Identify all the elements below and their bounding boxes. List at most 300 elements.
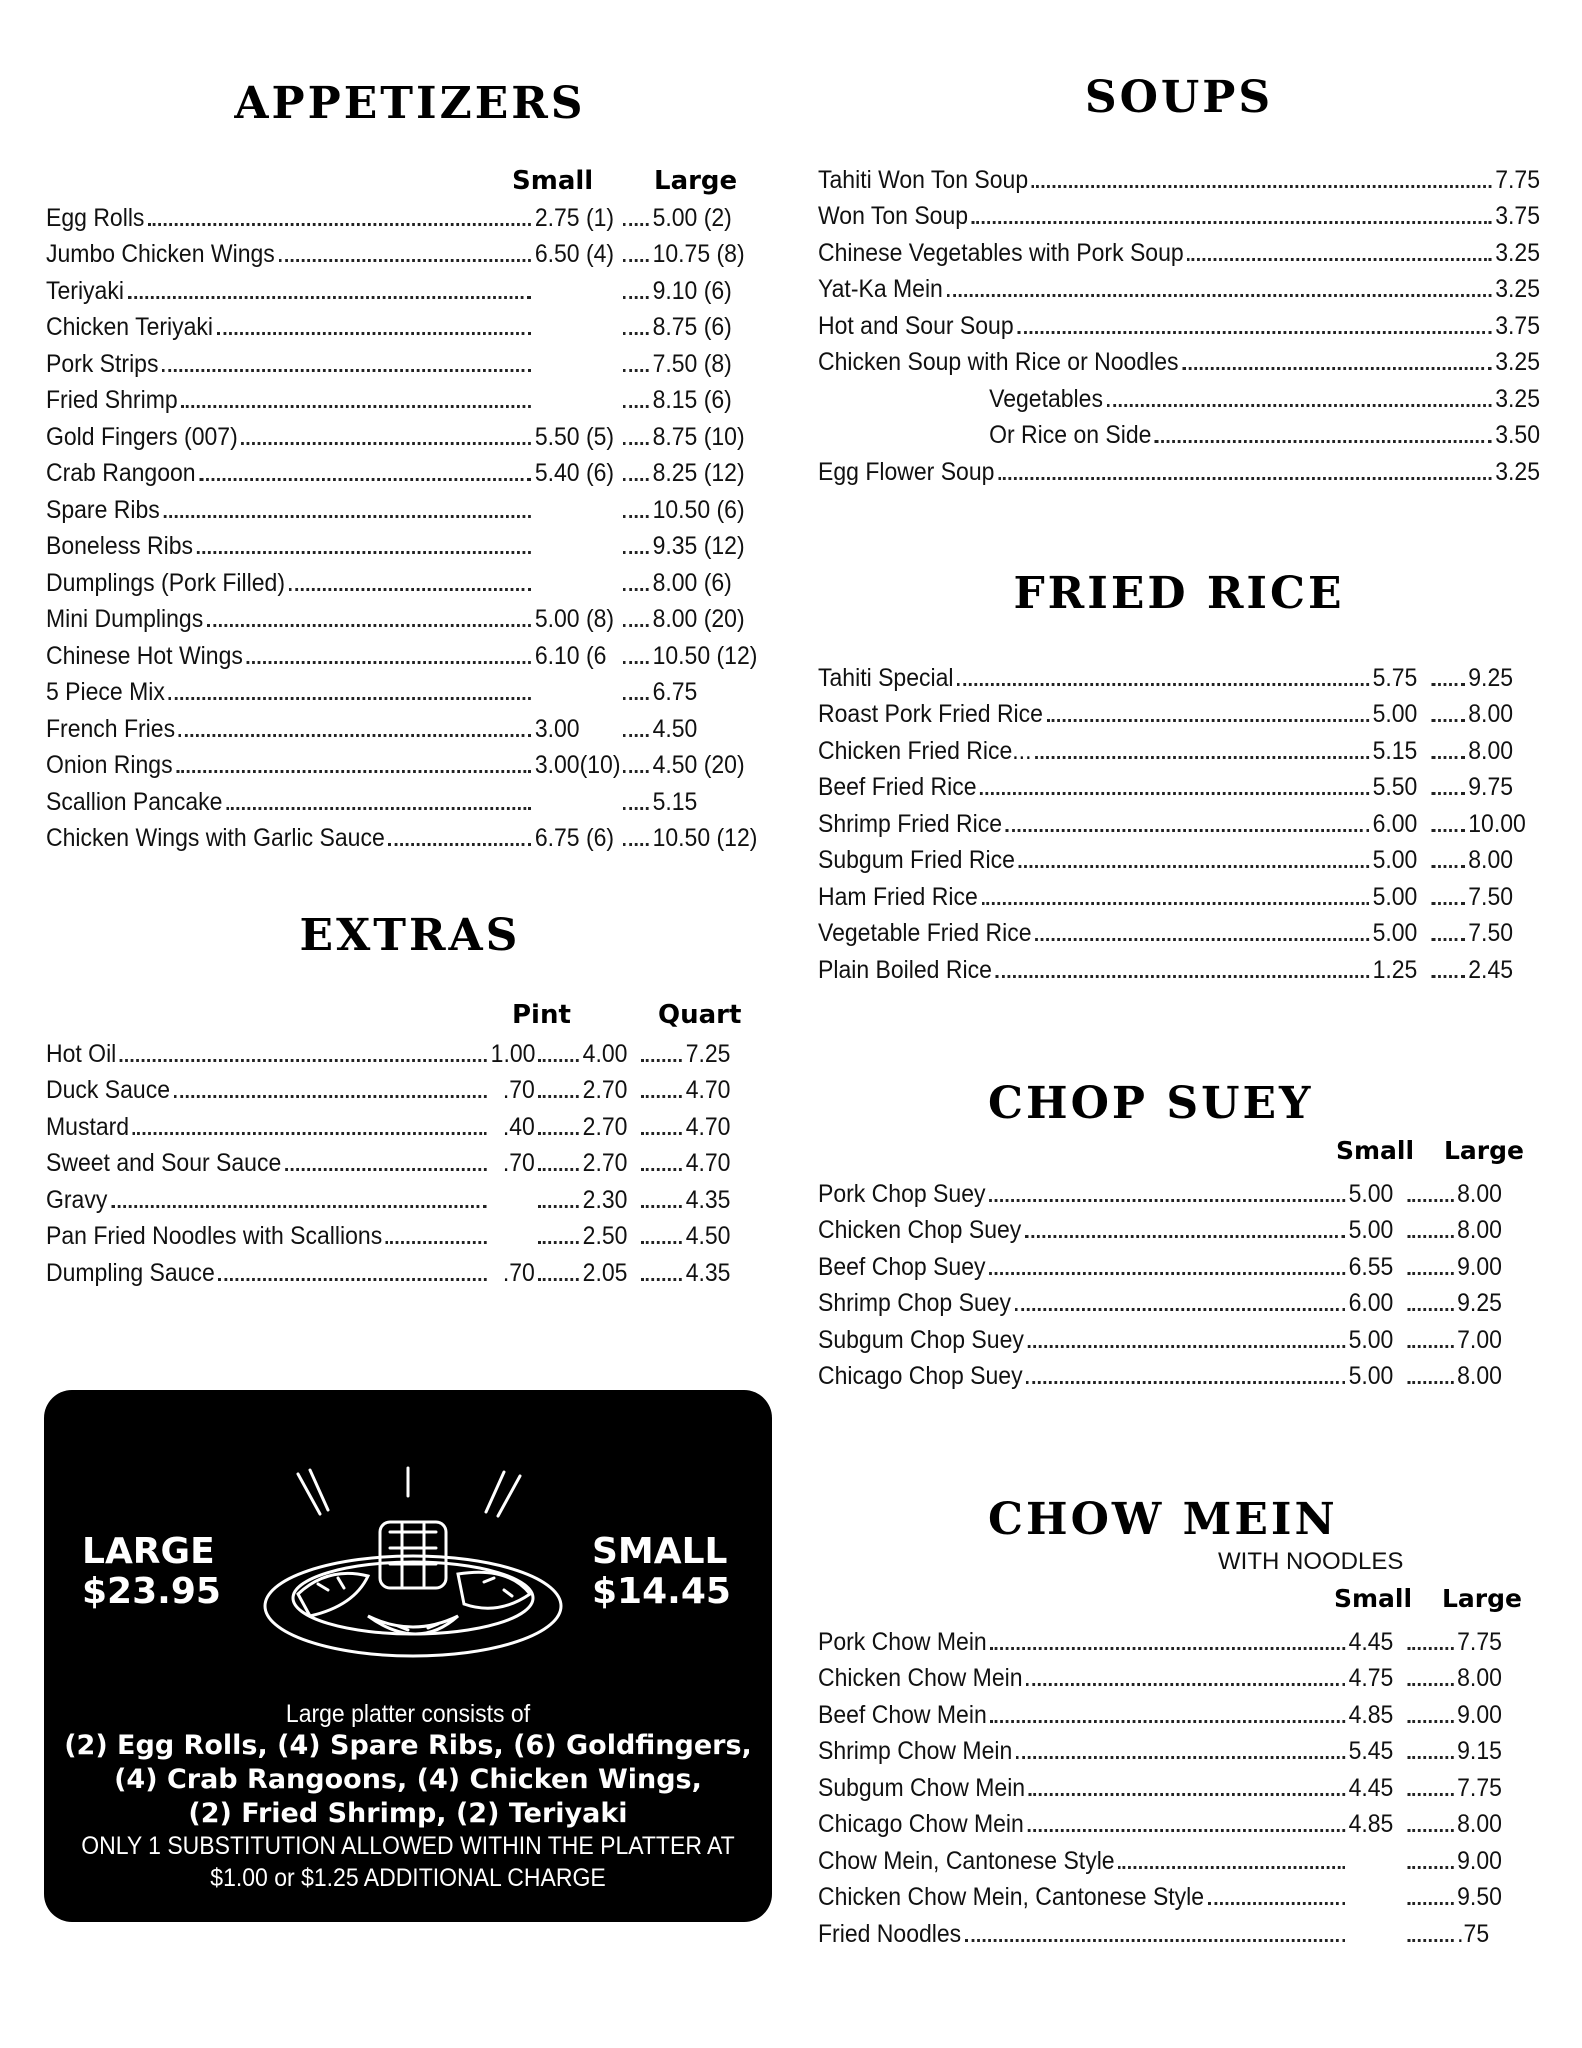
dot-leader — [539, 1132, 579, 1135]
dot-leader — [1431, 683, 1464, 686]
platter-line-2: (4) Crab Rangoons, (4) Chicken Wings, — [114, 1764, 702, 1795]
item-price-large: 10.50 (12) — [652, 641, 758, 670]
item-price: 3.50 — [1495, 421, 1541, 449]
item-name: Scallion Pancake — [46, 787, 223, 816]
item-price-large: 8.00 (20) — [652, 605, 745, 633]
item-name: Vegetables — [989, 384, 1103, 413]
menu-row — [818, 1876, 1516, 1913]
item-price-small: 5.00 — [1348, 1325, 1394, 1354]
dot-leader — [1431, 902, 1464, 905]
dot-leader — [1118, 1866, 1345, 1869]
dot-leader — [623, 369, 649, 372]
item-price-each: .70 — [502, 1258, 535, 1287]
menu-row — [818, 377, 1540, 414]
dot-leader — [1029, 1793, 1345, 1796]
item-price-large: 9.25 — [1468, 663, 1514, 692]
dot-leader — [539, 1278, 579, 1281]
menu-row — [818, 268, 1540, 305]
extras-col-quart: Quart — [658, 1000, 742, 1030]
item-price-small: 5.50 (5) — [534, 422, 615, 451]
item-price-pint: 2.50 — [582, 1222, 628, 1250]
dot-leader — [1407, 1829, 1453, 1832]
item-name: Chicken Chow Mein, Cantonese Style — [818, 1883, 1205, 1911]
dot-leader — [1015, 1308, 1345, 1311]
item-price: 3.25 — [1495, 457, 1541, 486]
item-price-quart: 4.70 — [685, 1112, 731, 1141]
dot-leader — [163, 515, 531, 518]
menu-row — [818, 766, 1540, 803]
platter-small-label: SMALL — [592, 1531, 728, 1572]
item-name: Sweet and Sour Sauce — [46, 1149, 282, 1177]
item-price-each: .40 — [502, 1112, 535, 1141]
item-price-small: 5.50 — [1372, 773, 1418, 801]
menu-row — [46, 1032, 774, 1069]
dot-leader — [989, 1272, 1345, 1275]
dot-leader — [1407, 1647, 1453, 1650]
item-price-small: 4.75 — [1348, 1664, 1394, 1692]
dot-leader — [1035, 756, 1369, 759]
item-name: Tahiti Won Ton Soup — [818, 165, 1029, 194]
dot-leader — [179, 734, 531, 737]
platter-small-block — [592, 1532, 731, 1612]
item-price-large: 7.50 (8) — [652, 349, 732, 378]
item-price-small: 6.75 (6) — [534, 824, 615, 852]
dot-leader — [1032, 185, 1492, 188]
item-name: Chicken Fried Rice... — [818, 736, 1032, 765]
item-price-large: 8.00 — [1468, 846, 1514, 874]
menu-row — [818, 839, 1540, 876]
dot-leader — [1407, 1939, 1453, 1942]
dot-leader — [1407, 1902, 1453, 1905]
item-price-small: 5.00 — [1372, 882, 1418, 911]
item-name: Gravy — [46, 1185, 108, 1214]
dot-leader — [111, 1205, 487, 1208]
dot-leader — [1431, 975, 1464, 978]
platter-small-price: $14.45 — [592, 1571, 731, 1612]
item-price-large: 2.45 — [1468, 955, 1514, 984]
item-price-quart: 7.25 — [685, 1039, 731, 1068]
item-name: Subgum Chow Mein — [818, 1773, 1026, 1802]
item-price-pint: 2.70 — [582, 1076, 628, 1104]
menu-row — [818, 450, 1540, 487]
menu-row — [46, 817, 774, 854]
menu-row — [818, 1318, 1516, 1355]
dot-leader — [174, 1095, 487, 1098]
menu-row — [46, 1142, 774, 1179]
item-price-large: 7.00 — [1457, 1325, 1502, 1354]
menu-row — [818, 1209, 1516, 1246]
item-price-small: 5.00 — [1348, 1216, 1394, 1244]
item-price-small: 5.00 — [1372, 919, 1418, 947]
menu-row — [46, 306, 774, 343]
dot-leader — [539, 1059, 579, 1062]
item-price-large: 8.00 — [1457, 1664, 1502, 1692]
menu-row — [818, 948, 1540, 985]
item-price-small: 4.85 — [1348, 1810, 1394, 1838]
dot-leader — [623, 551, 649, 554]
dot-leader — [623, 588, 649, 591]
item-price-small: 4.45 — [1348, 1773, 1394, 1802]
item-name: Dumpling Sauce — [46, 1258, 215, 1287]
dot-leader — [1431, 719, 1464, 722]
menu-row — [818, 1693, 1516, 1730]
dot-leader — [623, 624, 649, 627]
item-price-each: .70 — [502, 1076, 535, 1104]
dot-leader — [1431, 865, 1464, 868]
menu-row — [818, 802, 1540, 839]
item-price-pint: 2.30 — [582, 1185, 628, 1214]
item-price-large: 9.00 — [1457, 1252, 1502, 1281]
item-price-large: 8.00 — [1457, 1179, 1502, 1208]
dot-leader — [623, 843, 649, 846]
dot-leader — [199, 478, 531, 481]
item-name: Pan Fried Noodles with Scallions — [46, 1222, 383, 1250]
menu-row — [818, 414, 1540, 451]
dot-leader — [1187, 258, 1491, 261]
dot-leader — [623, 515, 649, 518]
item-price-small: 5.00 — [1372, 846, 1418, 874]
item-price-small: 5.40 (6) — [534, 459, 615, 487]
dot-leader — [169, 697, 532, 700]
appetizers-title: APPETIZERS — [234, 78, 586, 129]
item-name: Plain Boiled Rice — [818, 955, 992, 984]
dot-leader — [1028, 1345, 1345, 1348]
dot-leader — [996, 975, 1369, 978]
item-price-large: 10.75 (8) — [652, 240, 745, 268]
dot-leader — [539, 1095, 579, 1098]
item-price-large: 8.00 — [1468, 700, 1514, 728]
item-name: Chicago Chop Suey — [818, 1362, 1023, 1390]
item-name: Beef Chop Suey — [818, 1252, 986, 1281]
dot-leader — [1182, 367, 1491, 370]
item-name: Ham Fried Rice — [818, 882, 978, 911]
dot-leader — [1431, 938, 1464, 941]
item-price-large: 8.75 (6) — [652, 313, 732, 341]
item-name: Hot and Sour Soup — [818, 311, 1014, 340]
item-price-large: 10.00 — [1468, 809, 1526, 838]
dot-leader — [133, 1132, 487, 1135]
dot-leader — [623, 405, 649, 408]
item-name: Onion Rings — [46, 751, 173, 779]
dot-leader — [1026, 1683, 1345, 1686]
menu-row — [46, 671, 774, 708]
dot-leader — [539, 1168, 579, 1171]
dot-leader — [1431, 829, 1464, 832]
dot-leader — [1407, 1866, 1453, 1869]
item-price-small: 4.45 — [1348, 1627, 1394, 1656]
menu-row — [46, 1178, 774, 1215]
item-name: Chinese Vegetables with Pork Soup — [818, 238, 1184, 267]
chow-mein-col-large: Large — [1442, 1584, 1522, 1613]
item-name: Or Rice on Side — [989, 421, 1152, 449]
dot-leader — [1431, 792, 1464, 795]
dot-leader — [162, 369, 531, 372]
dot-leader — [217, 332, 531, 335]
menu-row — [46, 598, 774, 635]
item-name: Beef Chow Mein — [818, 1700, 987, 1729]
item-price-each: .70 — [502, 1149, 535, 1177]
dot-leader — [1407, 1381, 1453, 1384]
dot-leader — [989, 1199, 1345, 1202]
menu-row — [46, 1215, 774, 1252]
item-price: 3.75 — [1495, 311, 1541, 340]
dot-leader — [1407, 1345, 1453, 1348]
item-name: Roast Pork Fried Rice — [818, 700, 1043, 728]
menu-row — [818, 1803, 1516, 1840]
dot-leader — [247, 661, 532, 664]
item-price-large: 9.15 — [1457, 1737, 1502, 1765]
platter-note-2: $1.00 or $1.25 ADDITIONAL CHARGE — [210, 1864, 606, 1892]
item-price-large: 10.50 (12) — [652, 824, 758, 852]
menu-row — [46, 342, 774, 379]
item-name: Pork Chow Mein — [818, 1627, 987, 1656]
chop-suey-title: CHOP SUEY — [988, 1078, 1314, 1129]
item-price-large: 9.10 (6) — [652, 276, 732, 305]
item-name: Yat-Ka Mein — [818, 275, 943, 303]
dot-leader — [965, 1939, 1345, 1942]
item-name: Crab Rangoon — [46, 459, 196, 487]
dot-leader — [642, 1059, 682, 1062]
item-name: Gold Fingers (007) — [46, 422, 238, 451]
dot-leader — [642, 1132, 682, 1135]
item-price-large: 8.00 — [1457, 1362, 1502, 1390]
item-price-small: 1.25 — [1372, 955, 1418, 984]
menu-row — [818, 341, 1540, 378]
dot-leader — [1407, 1272, 1453, 1275]
dot-leader — [990, 1647, 1344, 1650]
dot-leader — [289, 588, 531, 591]
item-price: 3.25 — [1495, 348, 1541, 376]
dot-leader — [176, 770, 531, 773]
dot-leader — [947, 294, 1492, 297]
item-price-large: 4.50 (20) — [652, 751, 745, 779]
dot-leader — [998, 477, 1491, 480]
item-price-large: .75 — [1457, 1919, 1490, 1948]
chow-mein-list — [818, 1620, 1516, 1949]
dot-leader — [197, 551, 531, 554]
dot-leader — [279, 259, 532, 262]
menu-row — [818, 1912, 1516, 1949]
dot-leader — [1028, 1829, 1345, 1832]
menu-row — [818, 1282, 1516, 1319]
item-name: Chicken Teriyaki — [46, 313, 214, 341]
appetizers-col-small: Small — [512, 166, 594, 196]
item-price-large: 8.25 (12) — [652, 459, 745, 487]
item-name: Shrimp Chow Mein — [818, 1737, 1013, 1765]
platter-large-block — [82, 1532, 221, 1612]
item-price-small: 5.00 — [1372, 700, 1418, 728]
item-name: Beef Fried Rice — [818, 773, 977, 801]
item-name: Chow Mein, Cantonese Style — [818, 1846, 1115, 1875]
dot-leader — [1431, 756, 1464, 759]
appetizers-list — [46, 196, 774, 853]
item-price-large: 8.75 (10) — [652, 422, 745, 451]
dot-leader — [623, 332, 649, 335]
soups-title: SOUPS — [1084, 72, 1274, 123]
item-name: French Fries — [46, 714, 176, 743]
dot-leader — [1035, 938, 1369, 941]
dot-leader — [1017, 331, 1491, 334]
dot-leader — [642, 1278, 682, 1281]
item-price-large: 6.75 — [652, 678, 698, 706]
menu-row — [818, 1766, 1516, 1803]
item-name: Jumbo Chicken Wings — [46, 240, 275, 268]
menu-row — [818, 304, 1540, 341]
dot-leader — [207, 624, 531, 627]
item-price-large: 8.00 — [1457, 1810, 1502, 1838]
dot-leader — [226, 807, 531, 810]
item-name: Subgum Fried Rice — [818, 846, 1015, 874]
dot-leader — [1047, 719, 1369, 722]
item-price-pint: 2.70 — [582, 1112, 628, 1141]
platter-intro: Large platter consists of — [285, 1700, 531, 1728]
item-name: Chicken Wings with Garlic Sauce — [46, 824, 385, 852]
platter-line-3: (2) Fried Shrimp, (2) Teriyaki — [188, 1798, 628, 1829]
dot-leader — [642, 1095, 682, 1098]
menu-row — [46, 634, 774, 671]
dot-leader — [128, 296, 531, 299]
fried-rice-list — [818, 656, 1540, 985]
dot-leader — [642, 1205, 682, 1208]
dot-leader — [285, 1168, 487, 1171]
item-name: Chicken Chop Suey — [818, 1216, 1022, 1244]
item-name: Vegetable Fried Rice — [818, 919, 1032, 947]
item-name: Chinese Hot Wings — [46, 641, 243, 670]
item-price-small: 4.85 — [1348, 1700, 1394, 1729]
dot-leader — [642, 1168, 682, 1171]
item-name: Mustard — [46, 1112, 130, 1141]
item-price-large: 9.75 — [1468, 773, 1514, 801]
dot-leader — [1107, 404, 1492, 407]
menu-row — [818, 1245, 1516, 1282]
dot-leader — [623, 734, 649, 737]
dot-leader — [539, 1205, 579, 1208]
item-price-small: 3.00(10) — [534, 751, 621, 779]
item-price-small: 6.10 (6 — [534, 641, 607, 670]
item-name: Mini Dumplings — [46, 605, 204, 633]
item-price-large: 8.00 — [1457, 1216, 1502, 1244]
menu-row — [46, 379, 774, 416]
item-price-large: 7.75 — [1457, 1627, 1502, 1656]
menu-row — [818, 912, 1540, 949]
item-price-quart: 4.70 — [685, 1149, 731, 1177]
menu-row — [46, 196, 774, 233]
item-price-small: 6.00 — [1372, 809, 1418, 838]
menu-row — [818, 1657, 1516, 1694]
dot-leader — [1026, 1381, 1345, 1384]
dot-leader — [623, 259, 649, 262]
menu-row — [818, 195, 1540, 232]
menu-row — [46, 452, 774, 489]
item-price-large: 5.00 (2) — [652, 203, 732, 232]
menu-row — [46, 561, 774, 598]
item-name: Won Ton Soup — [818, 202, 969, 230]
dot-leader — [1407, 1756, 1453, 1759]
item-price: 3.25 — [1495, 238, 1541, 267]
dot-leader — [539, 1241, 579, 1244]
item-price-large: 5.15 — [652, 787, 698, 816]
item-price-large: 9.00 — [1457, 1846, 1502, 1875]
menu-row — [818, 1620, 1516, 1657]
item-name: Pork Chop Suey — [818, 1179, 986, 1208]
item-price-large: 9.35 (12) — [652, 532, 745, 560]
dot-leader — [623, 478, 649, 481]
dot-leader — [1407, 1793, 1453, 1796]
dot-leader — [386, 1241, 487, 1244]
item-name: Duck Sauce — [46, 1076, 171, 1104]
dot-leader — [1155, 440, 1491, 443]
menu-row — [818, 875, 1540, 912]
dot-leader — [120, 1059, 487, 1062]
dot-leader — [1407, 1683, 1453, 1686]
menu-row — [46, 1069, 774, 1106]
item-price-small: 5.15 — [1372, 736, 1418, 765]
dot-leader — [1407, 1235, 1453, 1238]
item-price-quart: 4.35 — [685, 1258, 731, 1287]
chop-suey-col-large: Large — [1444, 1136, 1524, 1165]
extras-list — [46, 1032, 774, 1288]
pu-pu-platter-illustration — [258, 1466, 568, 1666]
chow-mein-subtitle: WITH NOODLES — [1218, 1548, 1404, 1575]
item-name: Hot Oil — [46, 1039, 117, 1068]
dot-leader — [1019, 865, 1369, 868]
item-name: Egg Flower Soup — [818, 457, 995, 486]
item-name: Shrimp Fried Rice — [818, 809, 1003, 838]
soups-list — [818, 158, 1540, 487]
item-name: Boneless Ribs — [46, 532, 194, 560]
menu-row — [46, 1251, 774, 1288]
chow-mein-title: CHOW MEIN — [988, 1494, 1338, 1545]
extras-title: EXTRAS — [299, 910, 521, 961]
menu-row — [818, 729, 1540, 766]
dot-leader — [241, 442, 531, 445]
platter-line-1: (2) Egg Rolls, (4) Spare Ribs, (6) Goldfingers, — [64, 1730, 752, 1761]
item-price: 3.25 — [1495, 384, 1541, 413]
item-price-pint: 2.05 — [582, 1258, 628, 1287]
item-price-large: 8.15 (6) — [652, 386, 732, 414]
item-price-large: 8.00 — [1468, 736, 1514, 765]
menu-row — [818, 693, 1540, 730]
item-price-small: 6.00 — [1348, 1289, 1394, 1317]
menu-row — [818, 1355, 1516, 1392]
dot-leader — [972, 221, 1492, 224]
item-name: Tahiti Special — [818, 663, 954, 692]
dot-leader — [623, 770, 649, 773]
dot-leader — [148, 223, 531, 226]
item-name: Fried Noodles — [818, 1919, 962, 1948]
dot-leader — [1006, 829, 1369, 832]
menu-row — [818, 231, 1540, 268]
dot-leader — [642, 1241, 682, 1244]
menu-row — [46, 707, 774, 744]
item-price-small: 5.00 — [1348, 1362, 1394, 1390]
item-price-large: 10.50 (6) — [652, 495, 745, 524]
item-price-small: 5.00 (8) — [534, 605, 615, 633]
item-name: Egg Rolls — [46, 203, 145, 232]
item-price-quart: 4.70 — [685, 1076, 731, 1104]
dot-leader — [623, 296, 649, 299]
chow-mein-col-small: Small — [1334, 1584, 1413, 1613]
item-price-small: 6.50 (4) — [534, 240, 615, 268]
menu-row — [46, 525, 774, 562]
item-name: Pork Strips — [46, 349, 159, 378]
menu-row — [46, 233, 774, 270]
item-price-large: 9.00 — [1457, 1700, 1502, 1729]
item-name: Spare Ribs — [46, 495, 160, 524]
item-price-large: 7.50 — [1468, 882, 1514, 911]
dot-leader — [1208, 1902, 1345, 1905]
menu-row — [818, 1730, 1516, 1767]
